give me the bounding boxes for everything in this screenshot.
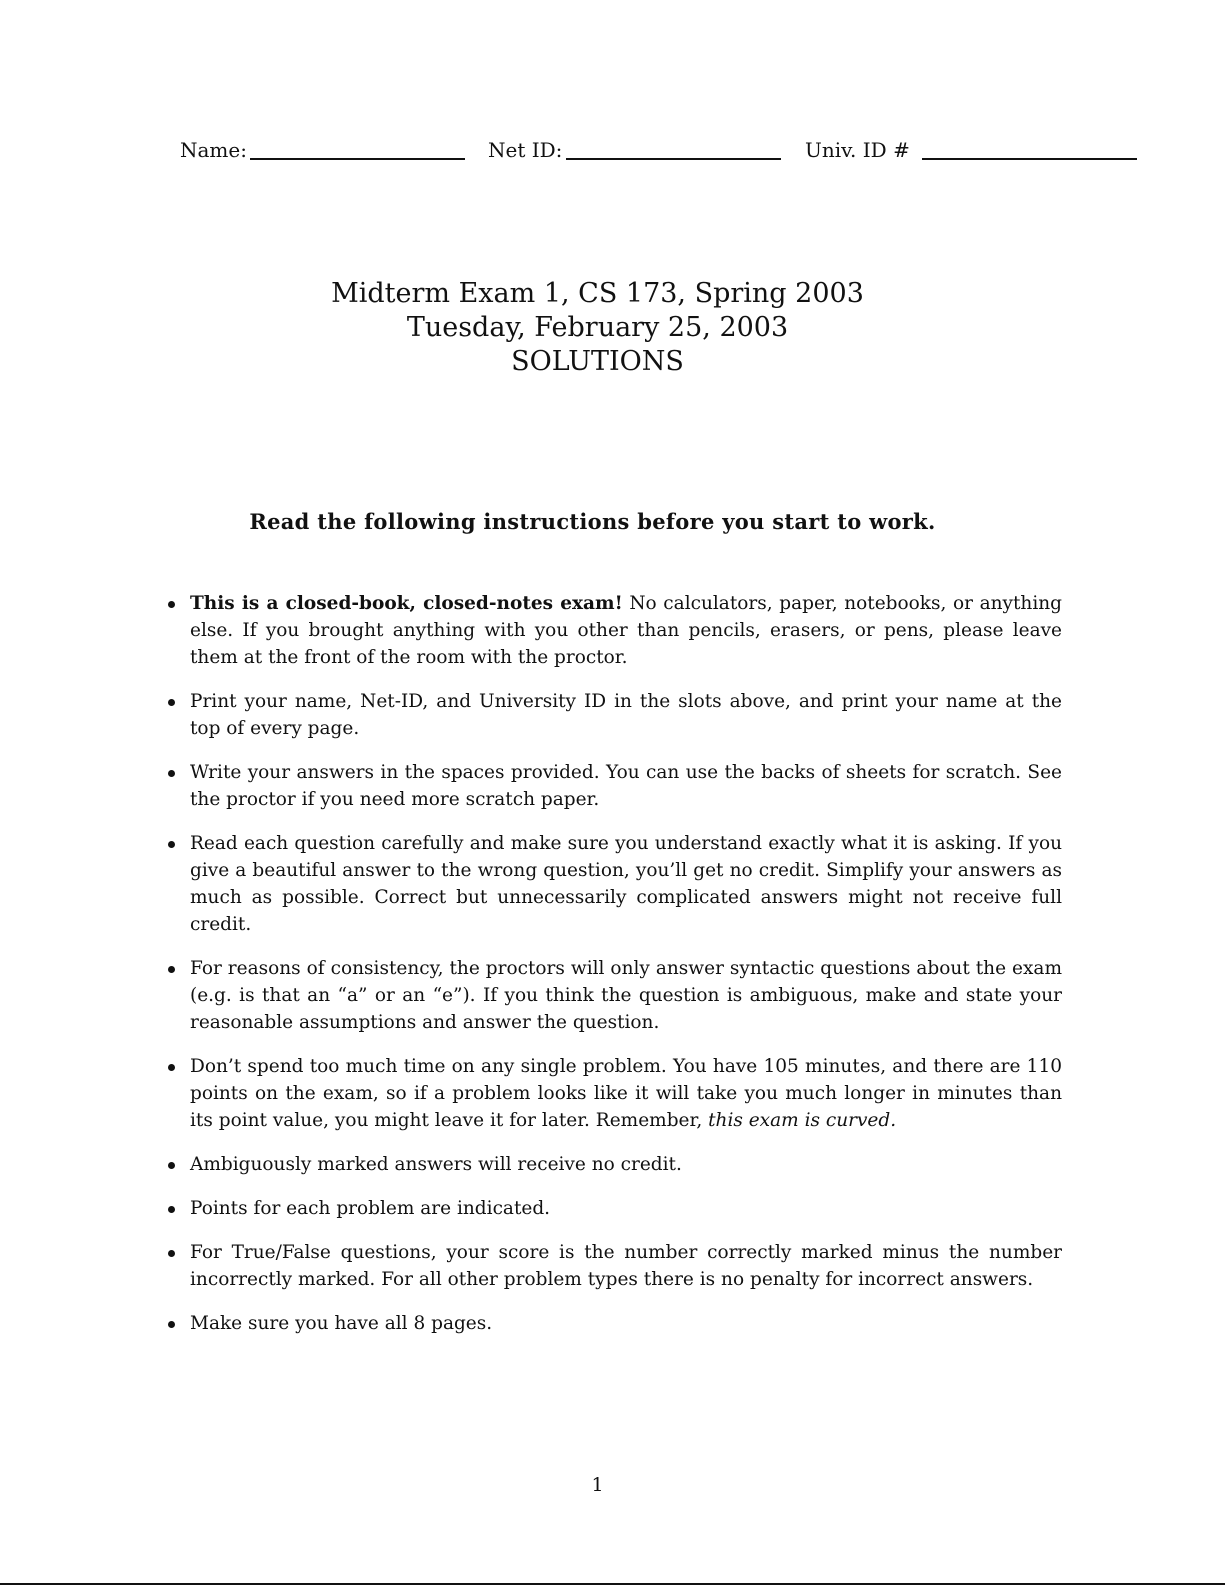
list-item bbox=[166, 955, 1062, 1036]
title-line-3: SOLUTIONS bbox=[511, 346, 684, 377]
name-blank[interactable] bbox=[250, 158, 465, 160]
page-number: 1 bbox=[591, 1474, 604, 1496]
list-item bbox=[166, 1239, 1062, 1293]
exam-title bbox=[0, 277, 1225, 379]
student-info-fields bbox=[0, 138, 1225, 168]
bullet-icon bbox=[168, 1250, 175, 1257]
item-text: Print your name, Net-ID, and University ID in the slots above, and print your name at the top of every page. bbox=[190, 691, 1062, 739]
netid-blank[interactable] bbox=[566, 158, 781, 160]
bullet-icon bbox=[168, 841, 175, 848]
list-item bbox=[166, 759, 1062, 813]
list-item bbox=[166, 590, 1062, 671]
item-emphasis: this exam is curved. bbox=[708, 1110, 897, 1131]
list-item bbox=[166, 1195, 1062, 1222]
list-item bbox=[166, 1310, 1062, 1337]
bullet-icon bbox=[168, 699, 175, 706]
list-item bbox=[166, 1053, 1062, 1134]
netid-label: Net ID: bbox=[488, 138, 563, 162]
list-item bbox=[166, 688, 1062, 742]
item-text: Read each question carefully and make sure you understand exactly what it is asking. If you give a beautiful answer to the wrong question, you’ll get no credit. Simplify your answers as much as possible. Correct but unnecessarily complicated answers might not receive full credit. bbox=[190, 833, 1062, 935]
bullet-icon bbox=[168, 1064, 175, 1071]
bullet-icon bbox=[168, 966, 175, 973]
instructions-heading: Read the following instructions before you start to work. bbox=[249, 509, 936, 534]
bullet-icon bbox=[168, 1321, 175, 1328]
item-text: Make sure you have all 8 pages. bbox=[190, 1313, 493, 1334]
item-text: For True/False questions, your score is the number correctly marked minus the number incorrectly marked. For all other problem types there is no penalty for incorrect answers. bbox=[190, 1242, 1062, 1290]
bullet-icon bbox=[168, 1206, 175, 1213]
bullet-icon bbox=[168, 770, 175, 777]
instructions-list bbox=[166, 590, 1062, 1354]
item-text: Ambiguously marked answers will receive no credit. bbox=[190, 1154, 682, 1175]
item-text: Write your answers in the spaces provided. You can use the backs of sheets for scratch. See the proctor if you need more scratch paper. bbox=[190, 762, 1062, 810]
name-label: Name: bbox=[180, 138, 247, 162]
list-item bbox=[166, 830, 1062, 938]
univid-blank[interactable] bbox=[922, 158, 1137, 160]
item-text: For reasons of consistency, the proctors will only answer syntactic questions about the exam (e.g. is that an “a” or an “e”). If you think the question is ambiguous, make and state your reasonable assumptions and answer the question. bbox=[190, 958, 1062, 1033]
bullet-icon bbox=[168, 601, 175, 608]
title-line-1: Midterm Exam 1, CS 173, Spring 2003 bbox=[331, 278, 864, 309]
bullet-icon bbox=[168, 1162, 175, 1169]
univid-label: Univ. ID # bbox=[805, 138, 910, 162]
item-text: No calculators, paper, notebooks, or anything else. If you brought anything with you other than pencils, erasers, or pens, please leave them at the front of the room with the proctor. bbox=[190, 593, 1062, 668]
list-item bbox=[166, 1151, 1062, 1178]
item-lead: This is a closed-book, closed-notes exam! bbox=[190, 593, 623, 614]
item-text: Don’t spend too much time on any single problem. You have 105 minutes, and there are 110 points on the exam, so if a problem looks like it will take you much longer in minutes than its point value, you might leave it for later. Remember, bbox=[190, 1056, 1062, 1131]
title-line-2: Tuesday, February 25, 2003 bbox=[406, 312, 789, 343]
item-text: Points for each problem are indicated. bbox=[190, 1198, 551, 1219]
